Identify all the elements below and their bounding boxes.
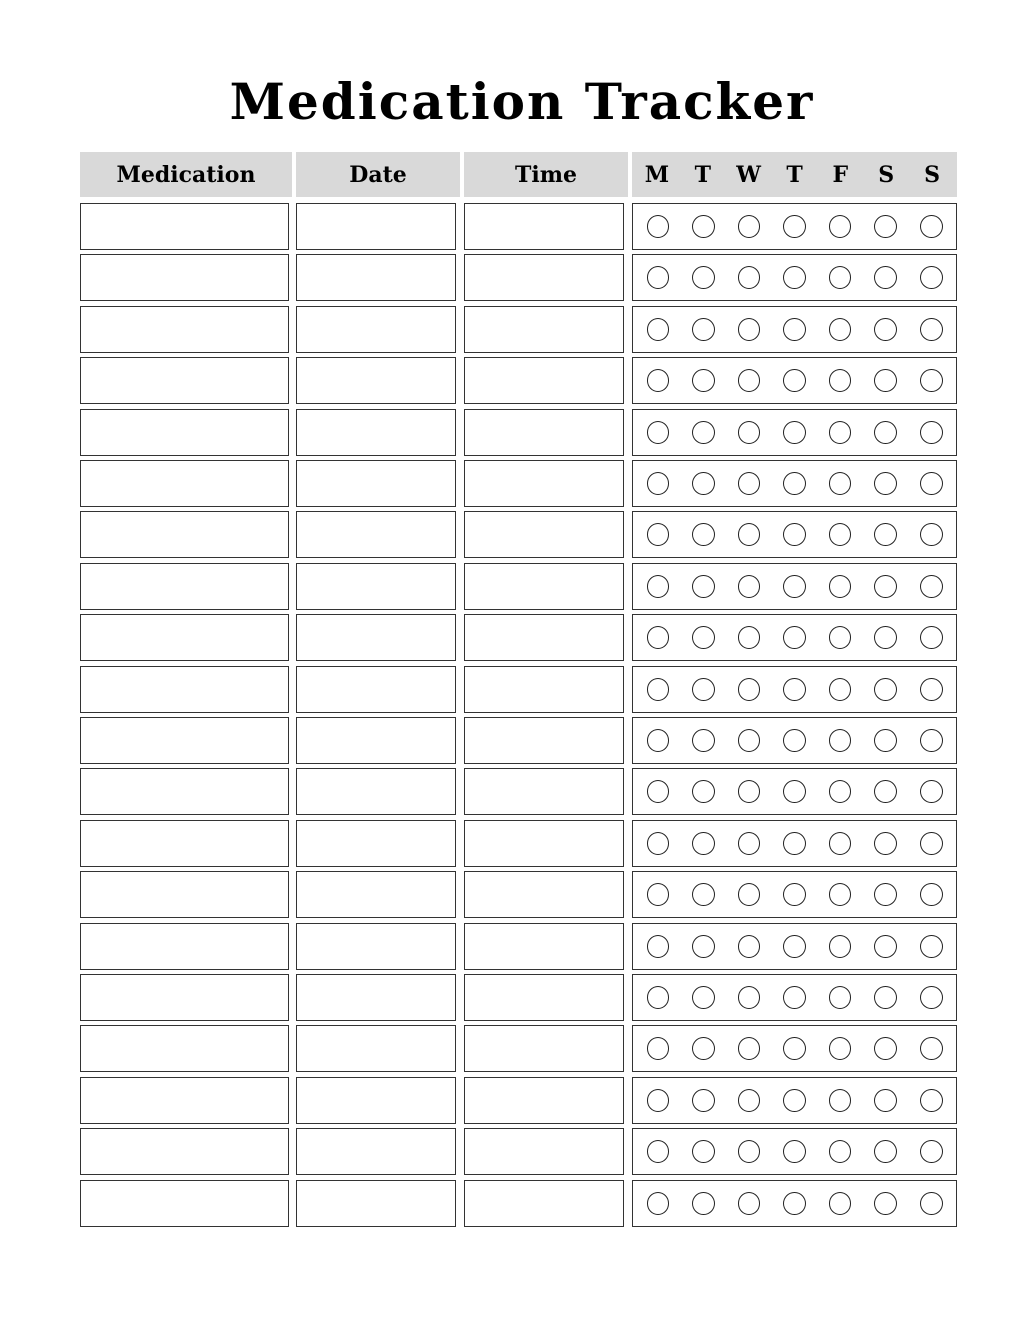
day-checkbox-sat[interactable]: [874, 215, 897, 238]
medication-field[interactable]: [80, 923, 289, 970]
day-checkbox-fri[interactable]: [829, 1089, 852, 1112]
day-checkbox-fri[interactable]: [829, 318, 852, 341]
day-checkboxes: [632, 1025, 957, 1072]
day-checkboxes: [632, 614, 957, 661]
day-checkbox-tue[interactable]: [692, 832, 715, 855]
day-checkboxes: [632, 460, 957, 507]
day-checkbox-sat[interactable]: [874, 472, 897, 495]
day-checkbox-mon[interactable]: [647, 1192, 670, 1215]
time-field[interactable]: [464, 1077, 624, 1124]
time-field[interactable]: [464, 203, 624, 250]
day-checkboxes: [632, 1077, 957, 1124]
day-checkbox-fri[interactable]: [829, 678, 852, 701]
day-checkbox-tue[interactable]: [692, 215, 715, 238]
header-days: [632, 152, 957, 197]
day-checkbox-wed[interactable]: [738, 266, 761, 289]
day-checkbox-tue[interactable]: [692, 986, 715, 1009]
day-checkbox-wed[interactable]: [738, 472, 761, 495]
day-checkbox-wed[interactable]: [738, 318, 761, 341]
day-checkbox-mon[interactable]: [647, 986, 670, 1009]
day-checkbox-fri[interactable]: [829, 832, 852, 855]
header-day-tue: T: [694, 161, 711, 188]
time-field[interactable]: [464, 306, 624, 353]
day-checkbox-wed[interactable]: [738, 1037, 761, 1060]
day-checkbox-sun[interactable]: [920, 575, 943, 598]
day-checkbox-tue[interactable]: [692, 780, 715, 803]
day-checkbox-thu[interactable]: [783, 626, 806, 649]
day-checkbox-sat[interactable]: [874, 986, 897, 1009]
table-row: [0, 666, 1024, 713]
day-checkbox-mon[interactable]: [647, 935, 670, 958]
day-checkbox-mon[interactable]: [647, 318, 670, 341]
day-checkbox-mon[interactable]: [647, 421, 670, 444]
medication-field[interactable]: [80, 254, 289, 301]
day-checkbox-fri[interactable]: [829, 266, 852, 289]
header-day-fri: F: [832, 161, 849, 188]
day-checkbox-wed[interactable]: [738, 986, 761, 1009]
day-checkboxes: [632, 254, 957, 301]
day-checkbox-tue[interactable]: [692, 369, 715, 392]
day-checkbox-fri[interactable]: [829, 626, 852, 649]
date-field[interactable]: [296, 306, 456, 353]
page-title: Medication Tracker: [229, 72, 815, 131]
medication-field[interactable]: [80, 460, 289, 507]
table-row: [0, 409, 1024, 456]
header-day-mon: M: [644, 161, 670, 188]
day-checkbox-mon[interactable]: [647, 266, 670, 289]
date-field[interactable]: [296, 409, 456, 456]
day-checkbox-fri[interactable]: [829, 935, 852, 958]
day-checkbox-sat[interactable]: [874, 421, 897, 444]
medication-field[interactable]: [80, 203, 289, 250]
day-checkbox-mon[interactable]: [647, 575, 670, 598]
time-field[interactable]: [464, 717, 624, 764]
time-field[interactable]: [464, 1128, 624, 1175]
date-field[interactable]: [296, 923, 456, 970]
day-checkbox-sat[interactable]: [874, 318, 897, 341]
day-checkbox-thu[interactable]: [783, 421, 806, 444]
day-checkbox-sun[interactable]: [920, 935, 943, 958]
header-date: Date: [296, 152, 460, 197]
time-field[interactable]: [464, 409, 624, 456]
table-row: [0, 1128, 1024, 1175]
day-checkbox-wed[interactable]: [738, 575, 761, 598]
date-field[interactable]: [296, 511, 456, 558]
medication-field[interactable]: [80, 614, 289, 661]
day-checkbox-fri[interactable]: [829, 1192, 852, 1215]
medication-field[interactable]: [80, 820, 289, 867]
day-checkbox-sat[interactable]: [874, 523, 897, 546]
time-field[interactable]: [464, 820, 624, 867]
day-checkbox-mon[interactable]: [647, 780, 670, 803]
date-field[interactable]: [296, 717, 456, 764]
medication-field[interactable]: [80, 768, 289, 815]
day-checkbox-wed[interactable]: [738, 780, 761, 803]
day-checkbox-thu[interactable]: [783, 1089, 806, 1112]
day-checkbox-sun[interactable]: [920, 729, 943, 752]
day-checkbox-tue[interactable]: [692, 472, 715, 495]
day-checkbox-wed[interactable]: [738, 678, 761, 701]
table-row: [0, 717, 1024, 764]
day-checkbox-tue[interactable]: [692, 523, 715, 546]
table-row: [0, 974, 1024, 1021]
day-checkbox-sun[interactable]: [920, 883, 943, 906]
time-field[interactable]: [464, 666, 624, 713]
table-row: [0, 460, 1024, 507]
day-checkbox-mon[interactable]: [647, 1089, 670, 1112]
day-checkbox-sat[interactable]: [874, 1089, 897, 1112]
day-checkbox-wed[interactable]: [738, 215, 761, 238]
date-field[interactable]: [296, 666, 456, 713]
day-checkbox-mon[interactable]: [647, 626, 670, 649]
table-row: [0, 357, 1024, 404]
table-row: [0, 1077, 1024, 1124]
day-checkbox-tue[interactable]: [692, 1192, 715, 1215]
medication-field[interactable]: [80, 1077, 289, 1124]
table-row: [0, 1180, 1024, 1227]
day-checkbox-fri[interactable]: [829, 215, 852, 238]
medication-field[interactable]: [80, 974, 289, 1021]
table-row: [0, 614, 1024, 661]
table-row: [0, 1025, 1024, 1072]
day-checkboxes: [632, 717, 957, 764]
day-checkbox-sun[interactable]: [920, 626, 943, 649]
day-checkboxes: [632, 563, 957, 610]
header-time: Time: [464, 152, 628, 197]
day-checkbox-wed[interactable]: [738, 523, 761, 546]
day-checkbox-sat[interactable]: [874, 780, 897, 803]
day-checkbox-fri[interactable]: [829, 575, 852, 598]
day-checkbox-mon[interactable]: [647, 472, 670, 495]
day-checkbox-fri[interactable]: [829, 472, 852, 495]
day-checkbox-tue[interactable]: [692, 575, 715, 598]
header-day-sat: S: [878, 161, 895, 188]
day-checkbox-sun[interactable]: [920, 832, 943, 855]
date-field[interactable]: [296, 563, 456, 610]
time-field[interactable]: [464, 254, 624, 301]
medication-field[interactable]: [80, 306, 289, 353]
day-checkbox-sun[interactable]: [920, 421, 943, 444]
day-checkbox-wed[interactable]: [738, 421, 761, 444]
date-field[interactable]: [296, 203, 456, 250]
day-checkbox-fri[interactable]: [829, 729, 852, 752]
day-checkbox-thu[interactable]: [783, 1037, 806, 1060]
day-checkbox-tue[interactable]: [692, 1037, 715, 1060]
table-row: [0, 254, 1024, 301]
day-checkbox-thu[interactable]: [783, 1140, 806, 1163]
time-field[interactable]: [464, 614, 624, 661]
day-checkbox-sat[interactable]: [874, 369, 897, 392]
date-field[interactable]: [296, 254, 456, 301]
day-checkbox-sun[interactable]: [920, 369, 943, 392]
day-checkbox-tue[interactable]: [692, 1089, 715, 1112]
time-field[interactable]: [464, 1025, 624, 1072]
day-checkboxes: [632, 666, 957, 713]
day-checkbox-thu[interactable]: [783, 215, 806, 238]
medication-field[interactable]: [80, 563, 289, 610]
time-field[interactable]: [464, 511, 624, 558]
day-checkbox-thu[interactable]: [783, 935, 806, 958]
header-medication: Medication: [80, 152, 292, 197]
day-checkbox-tue[interactable]: [692, 883, 715, 906]
day-checkbox-mon[interactable]: [647, 215, 670, 238]
table-row: [0, 306, 1024, 353]
day-checkbox-fri[interactable]: [829, 1140, 852, 1163]
time-field[interactable]: [464, 1180, 624, 1227]
day-checkbox-sat[interactable]: [874, 266, 897, 289]
day-checkbox-fri[interactable]: [829, 780, 852, 803]
day-checkbox-tue[interactable]: [692, 318, 715, 341]
day-checkbox-thu[interactable]: [783, 780, 806, 803]
time-field[interactable]: [464, 563, 624, 610]
day-checkbox-sun[interactable]: [920, 678, 943, 701]
day-checkbox-thu[interactable]: [783, 729, 806, 752]
date-field[interactable]: [296, 974, 456, 1021]
medication-field[interactable]: [80, 666, 289, 713]
day-checkboxes: [632, 409, 957, 456]
medication-field[interactable]: [80, 357, 289, 404]
date-field[interactable]: [296, 1128, 456, 1175]
header-day-thu: T: [786, 161, 803, 188]
day-checkbox-sun[interactable]: [920, 266, 943, 289]
day-checkbox-sat[interactable]: [874, 678, 897, 701]
day-checkboxes: [632, 203, 957, 250]
day-checkbox-sat[interactable]: [874, 729, 897, 752]
medication-field[interactable]: [80, 409, 289, 456]
table-row: [0, 871, 1024, 918]
day-checkbox-fri[interactable]: [829, 883, 852, 906]
day-checkbox-tue[interactable]: [692, 729, 715, 752]
day-checkbox-wed[interactable]: [738, 832, 761, 855]
day-checkbox-wed[interactable]: [738, 369, 761, 392]
day-checkboxes: [632, 974, 957, 1021]
day-checkbox-wed[interactable]: [738, 626, 761, 649]
day-checkbox-sat[interactable]: [874, 832, 897, 855]
day-checkbox-sun[interactable]: [920, 1037, 943, 1060]
day-checkbox-thu[interactable]: [783, 986, 806, 1009]
day-checkbox-mon[interactable]: [647, 832, 670, 855]
day-checkbox-mon[interactable]: [647, 369, 670, 392]
date-field[interactable]: [296, 1077, 456, 1124]
table-row: [0, 768, 1024, 815]
day-checkbox-mon[interactable]: [647, 1140, 670, 1163]
day-checkbox-thu[interactable]: [783, 678, 806, 701]
table-row: [0, 820, 1024, 867]
day-checkbox-sat[interactable]: [874, 626, 897, 649]
day-checkboxes: [632, 820, 957, 867]
day-checkboxes: [632, 871, 957, 918]
time-field[interactable]: [464, 871, 624, 918]
day-checkbox-wed[interactable]: [738, 729, 761, 752]
medication-field[interactable]: [80, 871, 289, 918]
day-checkbox-thu[interactable]: [783, 523, 806, 546]
day-checkbox-tue[interactable]: [692, 421, 715, 444]
day-checkbox-sun[interactable]: [920, 986, 943, 1009]
day-checkbox-wed[interactable]: [738, 1192, 761, 1215]
day-checkboxes: [632, 511, 957, 558]
day-checkbox-fri[interactable]: [829, 1037, 852, 1060]
day-checkbox-sun[interactable]: [920, 472, 943, 495]
day-checkbox-fri[interactable]: [829, 421, 852, 444]
day-checkbox-thu[interactable]: [783, 1192, 806, 1215]
day-checkbox-mon[interactable]: [647, 523, 670, 546]
day-checkbox-wed[interactable]: [738, 935, 761, 958]
day-checkbox-sun[interactable]: [920, 1192, 943, 1215]
day-checkbox-fri[interactable]: [829, 369, 852, 392]
day-checkboxes: [632, 1180, 957, 1227]
day-checkbox-sat[interactable]: [874, 575, 897, 598]
date-field[interactable]: [296, 1025, 456, 1072]
day-checkboxes: [632, 1128, 957, 1175]
date-field[interactable]: [296, 871, 456, 918]
day-checkbox-tue[interactable]: [692, 1140, 715, 1163]
day-checkbox-sun[interactable]: [920, 523, 943, 546]
day-checkbox-mon[interactable]: [647, 678, 670, 701]
day-checkboxes: [632, 768, 957, 815]
day-checkbox-tue[interactable]: [692, 935, 715, 958]
day-checkbox-thu[interactable]: [783, 883, 806, 906]
date-field[interactable]: [296, 820, 456, 867]
day-checkbox-tue[interactable]: [692, 266, 715, 289]
day-checkbox-sat[interactable]: [874, 883, 897, 906]
day-checkboxes: [632, 357, 957, 404]
day-checkbox-sun[interactable]: [920, 1140, 943, 1163]
day-checkbox-wed[interactable]: [738, 883, 761, 906]
day-checkbox-sat[interactable]: [874, 935, 897, 958]
day-checkbox-wed[interactable]: [738, 1089, 761, 1112]
day-checkboxes: [632, 923, 957, 970]
day-checkbox-sat[interactable]: [874, 1140, 897, 1163]
medication-field[interactable]: [80, 1180, 289, 1227]
day-checkbox-tue[interactable]: [692, 678, 715, 701]
day-checkbox-thu[interactable]: [783, 472, 806, 495]
day-checkbox-sat[interactable]: [874, 1192, 897, 1215]
day-checkbox-fri[interactable]: [829, 986, 852, 1009]
day-checkbox-mon[interactable]: [647, 883, 670, 906]
time-field[interactable]: [464, 460, 624, 507]
day-checkbox-thu[interactable]: [783, 369, 806, 392]
medication-field[interactable]: [80, 511, 289, 558]
header-day-sun: S: [924, 161, 941, 188]
day-checkbox-fri[interactable]: [829, 523, 852, 546]
day-checkbox-sat[interactable]: [874, 1037, 897, 1060]
day-checkbox-sun[interactable]: [920, 780, 943, 803]
date-field[interactable]: [296, 1180, 456, 1227]
time-field[interactable]: [464, 768, 624, 815]
table-row: [0, 203, 1024, 250]
day-checkbox-thu[interactable]: [783, 832, 806, 855]
day-checkbox-mon[interactable]: [647, 1037, 670, 1060]
day-checkbox-thu[interactable]: [783, 266, 806, 289]
day-checkboxes: [632, 306, 957, 353]
day-checkbox-sun[interactable]: [920, 1089, 943, 1112]
table-row: [0, 563, 1024, 610]
time-field[interactable]: [464, 974, 624, 1021]
day-checkbox-wed[interactable]: [738, 1140, 761, 1163]
day-checkbox-thu[interactable]: [783, 318, 806, 341]
header-day-wed: W: [736, 161, 761, 188]
medication-field[interactable]: [80, 1128, 289, 1175]
day-checkbox-sun[interactable]: [920, 215, 943, 238]
day-checkbox-sun[interactable]: [920, 318, 943, 341]
time-field[interactable]: [464, 923, 624, 970]
day-checkbox-tue[interactable]: [692, 626, 715, 649]
time-field[interactable]: [464, 357, 624, 404]
date-field[interactable]: [296, 460, 456, 507]
day-checkbox-thu[interactable]: [783, 575, 806, 598]
medication-field[interactable]: [80, 717, 289, 764]
date-field[interactable]: [296, 357, 456, 404]
table-row: [0, 923, 1024, 970]
date-field[interactable]: [296, 768, 456, 815]
table-row: [0, 511, 1024, 558]
medication-field[interactable]: [80, 1025, 289, 1072]
date-field[interactable]: [296, 614, 456, 661]
day-checkbox-mon[interactable]: [647, 729, 670, 752]
